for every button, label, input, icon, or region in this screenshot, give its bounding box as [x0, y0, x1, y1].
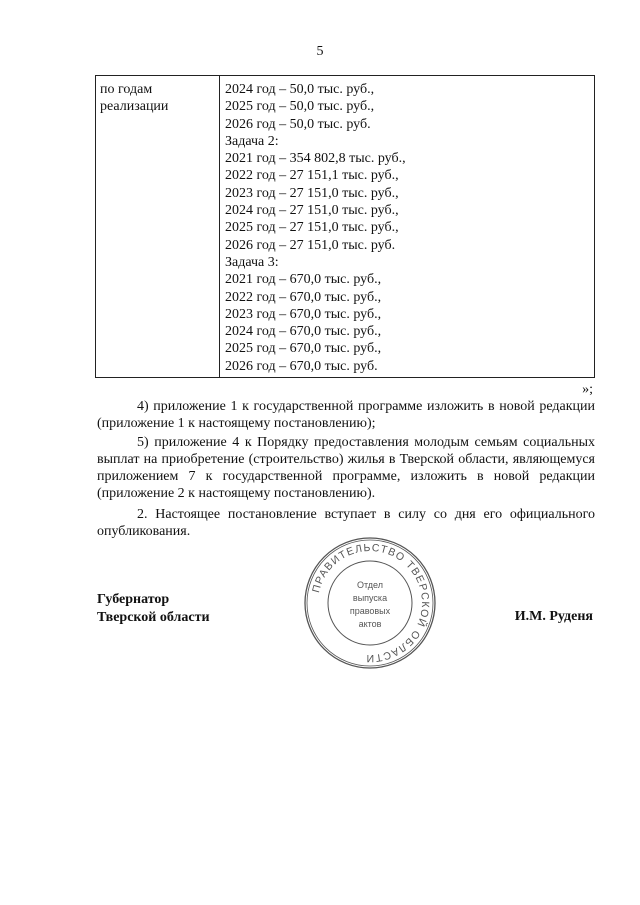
funding-line: 2026 год – 670,0 тыс. руб.	[225, 358, 378, 374]
funding-line: 2022 год – 670,0 тыс. руб.,	[225, 289, 382, 305]
table-label-line: по годам	[100, 82, 153, 97]
stamp-outer-ring-inner	[307, 540, 433, 666]
funding-line: 2024 год – 670,0 тыс. руб.,	[225, 324, 382, 340]
funding-line: 2025 год – 50,0 тыс. руб.,	[225, 99, 375, 115]
funding-line: 2025 год – 27 151,0 тыс. руб.,	[225, 220, 399, 236]
signer-title-line: Губернатор	[97, 592, 170, 607]
paragraph-item-5: 5) приложение 4 к Порядку предоставления молодым семьям социальных выплат на приобретение (строительство) жилья в Тверской области, являющемуся приложением 7 к государственной программе, изложить в новой редакции (приложение 2 к настоящему постановлению).	[97, 435, 595, 501]
paragraph-item-4: 4) приложение 1 к государственной программе изложить в новой редакции (приложение 1 к настоящему постановлению);	[97, 399, 595, 431]
table-label-cell	[96, 76, 220, 377]
signer-title	[97, 591, 210, 627]
funding-line: 2024 год – 27 151,0 тыс. руб.,	[225, 203, 399, 219]
paragraph-effective-date: 2. Настоящее постановление вступает в силу со дня его официального опубликования.	[97, 507, 595, 539]
stamp-ring-text: ПРАВИТЕЛЬСТВО ТВЕРСКОЙ ОБЛАСТИ	[310, 541, 432, 665]
funding-line: 2026 год – 27 151,0 тыс. руб.	[225, 237, 396, 253]
funding-line: 2025 год – 670,0 тыс. руб.,	[225, 341, 382, 357]
funding-line: 2021 год – 354 802,8 тыс. руб.,	[225, 151, 406, 167]
table-label-line: реализации	[100, 99, 169, 114]
stamp-outer-ring	[305, 538, 435, 668]
task-heading: Задача 2:	[225, 133, 279, 149]
stamp-center-line: выпуска	[352, 593, 388, 603]
task-heading: Задача 3:	[225, 254, 279, 270]
funding-line: 2024 год – 50,0 тыс. руб.,	[225, 82, 375, 97]
stamp-center-line: Отдел	[356, 580, 384, 590]
official-stamp	[303, 536, 437, 670]
closing-quote: »;	[582, 382, 593, 397]
funding-line: 2022 год – 27 151,1 тыс. руб.,	[225, 168, 399, 184]
signer-title-line: Тверской области	[97, 610, 210, 625]
funding-line: 2021 год – 670,0 тыс. руб.,	[225, 272, 382, 288]
page-number: 5	[316, 44, 324, 59]
stamp-center-line: актов	[358, 619, 382, 629]
funding-line: 2026 год – 50,0 тыс. руб.	[225, 116, 371, 132]
funding-line: 2023 год – 27 151,0 тыс. руб.,	[225, 185, 399, 201]
funding-table	[95, 75, 595, 378]
signer-name: И.М. Руденя	[514, 609, 593, 624]
table-values-cell	[220, 76, 594, 377]
funding-line: 2023 год – 670,0 тыс. руб.,	[225, 306, 382, 322]
stamp-center-line: правовых	[349, 606, 391, 616]
stamp-inner-ring	[328, 561, 412, 645]
